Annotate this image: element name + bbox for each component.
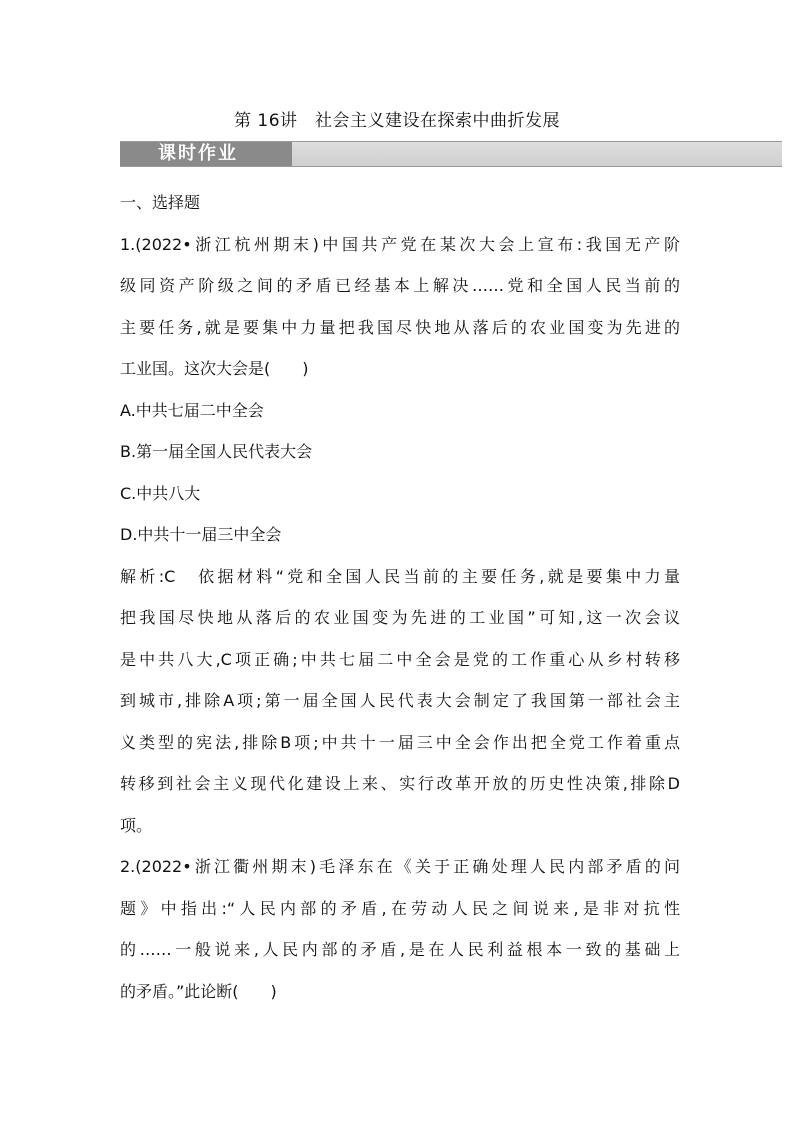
option-a: A.中共七届二中全会 <box>120 400 264 420</box>
section-heading: 一、选择题 <box>120 193 201 212</box>
question-text-line: 工业国。这次大会是( ) <box>120 359 309 378</box>
question-1 <box>120 224 680 847</box>
analysis-line: 把我国尽快地从落后的农业国变为先进的工业国”可知,这一次会议 <box>120 608 680 627</box>
question-text-line: 级同资产阶级之间的矛盾已经基本上解决……党和全国人民当前的 <box>120 276 680 295</box>
question-text-line: 的……一般说来,人民内部的矛盾,是在人民利益根本一致的基础上 <box>120 940 680 959</box>
lesson-title: 第 16讲 社会主义建设在探索中曲折发展 <box>233 111 561 131</box>
question-text-line: 2.(2022•浙江衢州期末)毛泽东在《关于正确处理人民内部矛盾的问 <box>120 857 680 876</box>
option-d: D.中共十一届三中全会 <box>120 525 282 544</box>
option-c: C.中共八大 <box>120 483 201 503</box>
analysis-line: 项。 <box>120 815 153 835</box>
analysis-line: 义类型的宪法,排除B项;中共十一届三中全会作出把全党工作着重点 <box>120 732 680 752</box>
analysis-line: 是中共八大,C项正确;中共七届二中全会是党的工作重心从乡村转移 <box>120 649 680 669</box>
question-text-line: 题》中指出:“人民内部的矛盾,在劳动人民之间说来,是非对抗性 <box>120 898 680 918</box>
question-text-line: 主要任务,就是要集中力量把我国尽快地从落后的农业国变为先进的 <box>120 317 680 337</box>
section-banner <box>120 141 782 167</box>
analysis-line: 解析:C 依据材料“党和全国人民当前的主要任务,就是要集中力量 <box>120 566 680 586</box>
option-b: B.第一届全国人民代表大会 <box>120 442 313 461</box>
question-2 <box>120 846 680 1012</box>
analysis-line: 转移到社会主义现代化建设上来、实行改革开放的历史性决策,排除D <box>120 774 680 793</box>
question-content <box>120 182 680 1012</box>
question-text-line: 的矛盾。”此论断( ) <box>120 981 277 1001</box>
analysis-line: 到城市,排除A项;第一届全国人民代表大会制定了我国第一部社会主 <box>120 691 680 710</box>
question-text-line: 1.(2022•浙江杭州期末)中国共产党在某次大会上宣布:我国无产阶 <box>120 234 680 254</box>
banner-label: 课时作业 <box>120 142 292 166</box>
